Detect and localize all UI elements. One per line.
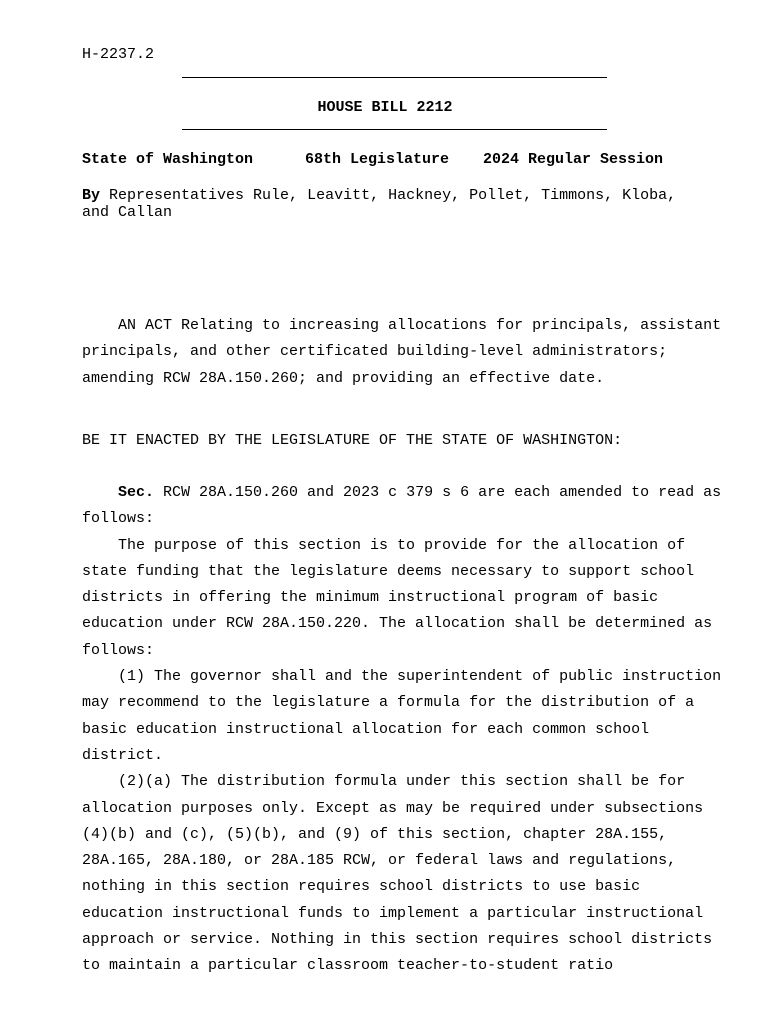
section-body	[82, 480, 722, 980]
sponsors-line-2: and Callan	[82, 204, 173, 221]
sponsors-names: Representatives Rule, Leavitt, Hackney, Pollet, Timmons, Kloba,	[109, 187, 677, 204]
header-legislature: 68th Legislature	[305, 151, 450, 168]
section-paragraph: (1) The governor shall and the superintendent of public instruction may recommend to the legislature a formula for the distribution of a basic education instructional allocation for each common school district.	[82, 668, 722, 764]
sponsors-by-label: By	[82, 187, 101, 204]
act-title-block	[82, 313, 722, 392]
act-title: AN ACT Relating to increasing allocations for principals, assistant principals, and other certificated building-level administrators; amending RCW 28A.150.260; and providing an effective date.	[82, 317, 722, 387]
section-label: Sec.	[118, 484, 155, 501]
header-state: State of Washington	[82, 151, 254, 168]
bill-title: HOUSE BILL 2212	[317, 99, 453, 116]
section-paragraph: The purpose of this section is to provide for the allocation of state funding that the legislature deems necessary to support school districts in offering the minimum instructional program of basic education under RCW 28A.150.220. The allocation shall be determined as follows:	[82, 536, 713, 659]
section-paragraph: (2)(a) The distribution formula under this section shall be for allocation purposes only. Except as may be required under subsections (4)(b) and (c), (5)(b), and (9) of this section, chapter 28A.155, 28A.165, 28A.180, or 28A.185 RCW, or federal laws and regulations, nothing in this section requires school districts to use basic education instructional funds to implement a particular instructional approach or service. Nothing in this section requires school districts to maintain a particular classroom teacher-to-student ratio	[82, 773, 713, 975]
sponsors-line-1	[82, 187, 676, 204]
enacting-clause: BE IT ENACTED BY THE LEGISLATURE OF THE STATE OF WASHINGTON:	[82, 432, 623, 449]
header-session: 2024 Regular Session	[483, 151, 664, 168]
title-rule-top	[182, 77, 607, 78]
section-intro-paragraph	[82, 480, 722, 533]
section-intro: RCW 28A.150.260 and 2023 c 379 s 6 are each amended to read as follows:	[82, 484, 722, 528]
title-rule-bottom	[182, 129, 607, 130]
document-id: H-2237.2	[82, 46, 155, 63]
